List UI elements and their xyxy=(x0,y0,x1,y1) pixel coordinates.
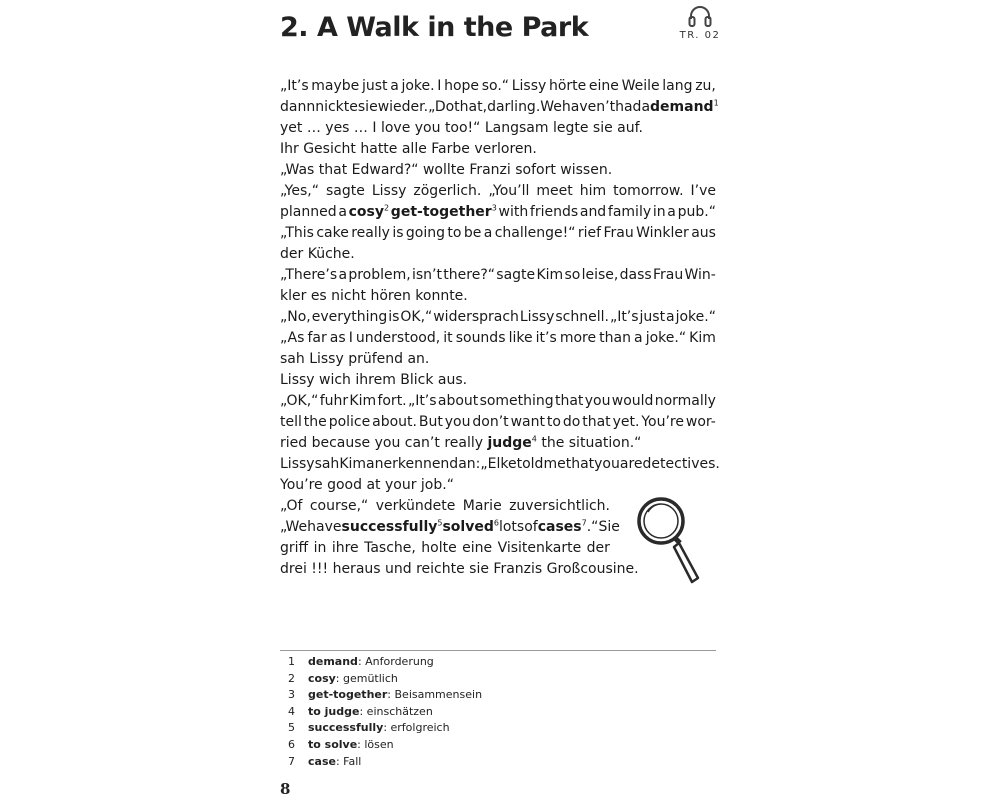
footnote-marker: 2 xyxy=(384,203,390,213)
story-line: Lissy wich ihrem Blick aus. xyxy=(280,372,468,388)
story-line: ried because you can’t really judge$^4$ the situation.“ xyxy=(280,434,642,451)
footnote-term: demand xyxy=(308,655,358,668)
story-line: dann nickte sie wieder. „Do that, darling. We haven’t had a demand$^1$ xyxy=(280,98,719,115)
story-line: „No, everything is OK,“ widersprach Lissy schnell. „It’s just a joke.“ xyxy=(280,309,716,325)
footnote-number: 3 xyxy=(288,688,295,702)
footnote-number: 6 xyxy=(288,737,295,751)
vocabulary-term: solved xyxy=(442,519,494,535)
vocabulary-term: cosy xyxy=(348,204,384,220)
vocabulary-term: cases xyxy=(537,519,582,535)
story-line: „OK,“ fuhr Kim fort. „It’s about something that you would normally xyxy=(280,393,716,409)
footnote-marker: 1 xyxy=(713,98,719,108)
footnote-item: 5 successfully: erfolgreich xyxy=(280,720,716,737)
story-line: griff in ihre Tasche, holte eine Visitenkarte der xyxy=(280,540,610,556)
footnote-translation: erfolgreich xyxy=(390,721,450,735)
footnote-translation: lösen xyxy=(364,737,394,751)
footnote-number: 5 xyxy=(288,721,295,735)
footnote-term: case xyxy=(308,754,336,768)
story-line: „Yes,“ sagte Lissy zögerlich. „You’ll meet him tomorrow. I’ve xyxy=(280,183,716,199)
vocabulary-term: get-together xyxy=(390,204,492,220)
story-line: „We have successfully$^5$ solved$^6$ lots of cases$^7$.“ Sie xyxy=(280,518,620,535)
footnote-item: 3 get-together: Beisammensein xyxy=(280,687,716,704)
footnote-marker: 4 xyxy=(531,434,537,444)
footnote-item: 4 to judge: einschätzen xyxy=(280,704,716,721)
footnote-item: 2 cosy: gemütlich xyxy=(280,671,716,688)
footnote-number: 2 xyxy=(288,671,295,685)
footnote-translation: gemütlich xyxy=(343,671,398,685)
footnote-divider xyxy=(280,650,716,651)
footnote-item: 1 demand: Anforderung xyxy=(280,654,716,671)
page-number: 8 xyxy=(280,780,291,798)
vocabulary-term: successfully xyxy=(341,519,438,535)
story-line: „As far as I understood, it sounds like it’s more than a joke.“ Kim xyxy=(280,330,716,346)
magnifying-glass-icon xyxy=(634,494,704,586)
vocabulary-term: demand xyxy=(650,99,714,115)
footnote-number: 4 xyxy=(288,704,295,718)
footnote-marker: 3 xyxy=(491,203,497,213)
footnote-item: 7 case: Fall xyxy=(280,754,716,771)
footnote-marker: 6 xyxy=(493,518,499,528)
footnote-marker: 7 xyxy=(581,518,587,528)
story-line: tell the police about. But you don’t want to do that yet. You’re wor- xyxy=(280,414,716,430)
story-line: „It’s maybe just a joke. I hope so.“ Lissy hörte eine Weile lang zu, xyxy=(280,78,716,94)
footnote-term: to judge xyxy=(308,704,360,718)
footnote-item: 6 to solve: lösen xyxy=(280,737,716,754)
story-line: You’re good at your job.“ xyxy=(280,477,454,493)
track-label: TR. 02 xyxy=(679,30,721,41)
chapter-title: 2. A Walk in the Park xyxy=(280,12,589,43)
footnote-translation: einschätzen xyxy=(366,704,433,718)
headphones-icon xyxy=(687,4,713,28)
story-line: „There’s a problem, isn’t there?“ sagte Kim so leise, dass Frau Win- xyxy=(280,267,716,283)
footnote-translation: Anforderung xyxy=(365,655,434,668)
vocabulary-term: judge xyxy=(487,435,532,451)
footnote-term: get-together xyxy=(308,688,388,702)
audio-track-marker xyxy=(672,4,728,41)
footnote-marker: 5 xyxy=(437,518,443,528)
footnote-translation: Fall xyxy=(343,754,362,768)
vocabulary-footnotes xyxy=(280,654,716,770)
story-line: drei !!! heraus und reichte sie Franzis Großcousine. xyxy=(280,561,639,577)
footnote-term: to solve xyxy=(308,737,358,751)
footnote-number: 1 xyxy=(288,655,295,668)
footnote-translation: Beisammensein xyxy=(394,688,483,702)
footnote-term: successfully xyxy=(308,721,384,735)
story-line: kler es nicht hören konnte. xyxy=(280,288,468,304)
footnote-number: 7 xyxy=(288,754,295,768)
story-line: „Of course,“ verkündete Marie zuversichtlich. xyxy=(280,498,610,514)
story-line: Lissy sah Kim anerkennend an: „Elke told me that you are detectives. xyxy=(280,456,720,472)
story-line: sah Lissy prüfend an. xyxy=(280,351,430,367)
story-line: „This cake really is going to be a challenge!“ rief Frau Winkler aus xyxy=(280,225,716,241)
story-line: planned a cosy$^2$ get-together$^3$ with friends and family in a pub.“ xyxy=(280,203,716,220)
story-line: yet … yes … I love you too!“ Langsam legte sie auf. xyxy=(280,120,643,136)
story-line: Ihr Gesicht hatte alle Farbe verloren. xyxy=(280,141,537,157)
footnote-term: cosy xyxy=(308,671,336,685)
story-line: der Küche. xyxy=(280,246,355,262)
story-line: „Was that Edward?“ wollte Franzi sofort wissen. xyxy=(280,162,613,178)
